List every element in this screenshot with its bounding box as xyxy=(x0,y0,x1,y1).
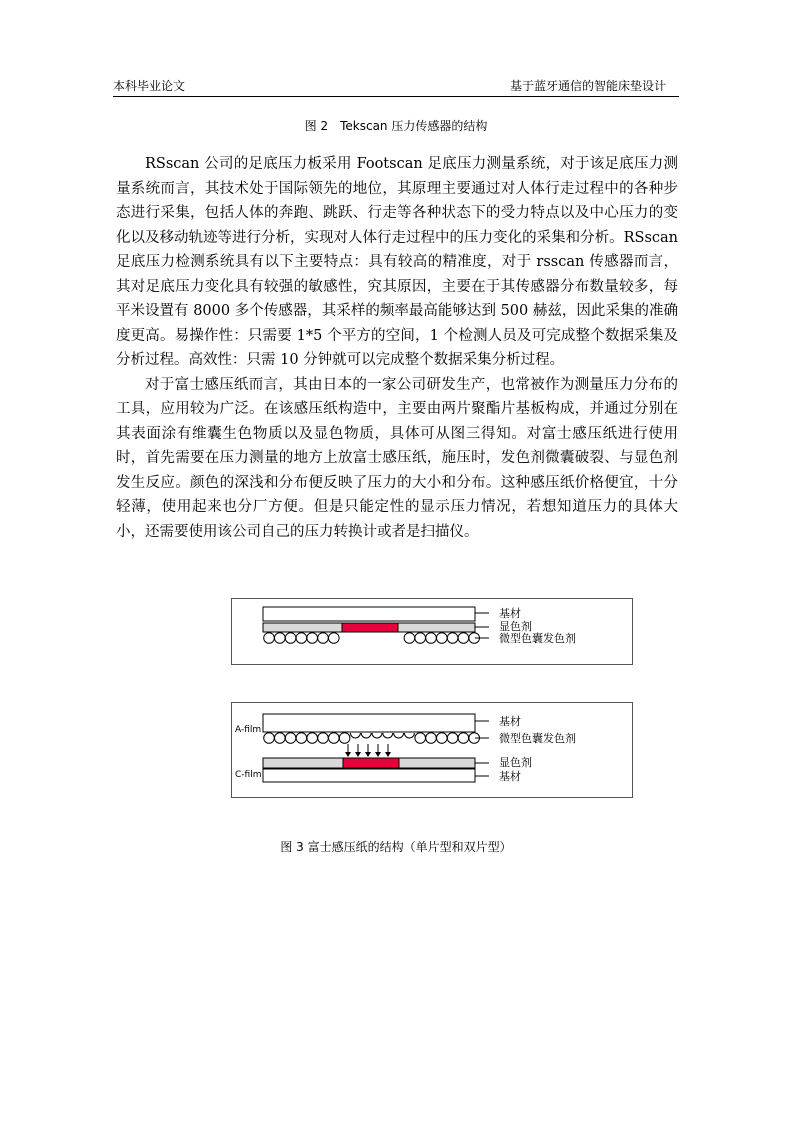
figure-2-caption: 图 2 Tekscan 压力传感器的结构 xyxy=(304,119,488,133)
label-developer: 显色剂 xyxy=(499,756,532,769)
label-microcapsule: 微型色囊发色剂 xyxy=(499,632,576,645)
header-left: 本科毕业论文 xyxy=(113,79,186,93)
microcapsule xyxy=(318,633,329,644)
a-film-substrate xyxy=(263,714,475,732)
microcapsule xyxy=(296,733,307,744)
label-microcapsule: 微型色囊发色剂 xyxy=(499,732,576,745)
figure-3-double-type xyxy=(231,702,633,798)
microcapsule xyxy=(275,733,286,744)
color-developed-area xyxy=(342,623,398,632)
microcapsule xyxy=(264,733,275,744)
microcapsule xyxy=(447,633,458,644)
microcapsule xyxy=(329,733,340,744)
microcapsule xyxy=(285,633,296,644)
microcapsule xyxy=(307,733,318,744)
figure-3-caption: 图 3 富士感压纸的结构（单片型和双片型） xyxy=(280,840,512,854)
substrate-layer xyxy=(263,607,475,621)
microcapsule xyxy=(275,633,286,644)
paragraph-fuji: 对于富士感压纸而言，其由日本的一家公司研发生产，也常被作为测量压力分布的工具，应用较为广泛。在该感压纸构造中，主要由两片聚酯片基板构成，并通过分别在其表面涂有维囊生色物质以及显色物质，具体可从图三得知。对富士感压纸进行使用时，首先需要在压力测量的地方上放富士感压纸，施压时，发色剂微囊破裂、与显色剂发生反应。颜色的深浅和分布便反映了压力的大小和分布。这种感压纸价格便宜，十分轻薄，使用起来也分厂方便。但是只能定性的显示压力情况，若想知道压力的具体大小，还需要使用该公司自己的压力转换计或者是扫描仪。 xyxy=(116,376,678,540)
label-substrate-bottom: 基材 xyxy=(499,770,521,783)
label-a-film: A-film xyxy=(235,725,262,735)
microcapsule xyxy=(318,733,329,744)
microcapsule xyxy=(339,733,350,744)
microcapsule xyxy=(447,733,458,744)
microcapsule xyxy=(415,633,426,644)
microcapsule xyxy=(426,733,437,744)
microcapsule xyxy=(426,633,437,644)
microcapsule xyxy=(296,633,307,644)
microcapsule xyxy=(307,633,318,644)
microcapsule xyxy=(437,633,448,644)
color-developed-area xyxy=(343,758,399,768)
microcapsule xyxy=(264,633,275,644)
c-film-substrate xyxy=(263,769,475,782)
header-right: 基于蓝牙通信的智能床垫设计 xyxy=(509,79,666,93)
microcapsule xyxy=(285,733,296,744)
microcapsule xyxy=(415,733,426,744)
microcapsule xyxy=(404,633,415,644)
microcapsule xyxy=(329,633,340,644)
paragraph-rsscan: RSscan 公司的足底压力板采用 Footscan 足底压力测量系统，对于该足底压力测量系统而言，其技术处于国际领先的地位，其原理主要通过对人体行走过程中的各种步态进行采集，包括人体的奔跑、跳跃、行走等各种状态下的受力特点以及中心压力的变化以及移动轨迹等进行分析，实现对人体行走过程中的压力变化的采集和分析。RSscan 足底压力检测系统具有以下主要特点：具有较高的精准度，对于 rsscan 传感器而言，其对足底压力变化具有较强的敏感性，究其原因，主要在于其传感器分布数量较多，每平米设置有 8000 多个传感器，其采样的频率最高能够达到 500 赫兹，因此采集的准确度更高。易操作性：只需要 1*5 个平方的空间，1 个检测人员及可完成整个数据采集及分析过程。高效性：只需 10 分钟就可以完成整个数据采集分析过程。 xyxy=(116,156,678,368)
header-rule xyxy=(113,96,679,97)
body-text xyxy=(116,152,678,544)
label-c-film: C-film xyxy=(235,770,262,780)
figure-3-single-type xyxy=(231,598,633,665)
microcapsule xyxy=(458,633,469,644)
label-substrate-top: 基材 xyxy=(499,715,521,728)
label-developer: 显色剂 xyxy=(499,620,532,633)
label-substrate: 基材 xyxy=(499,607,521,620)
microcapsule xyxy=(437,733,448,744)
microcapsule xyxy=(458,733,469,744)
